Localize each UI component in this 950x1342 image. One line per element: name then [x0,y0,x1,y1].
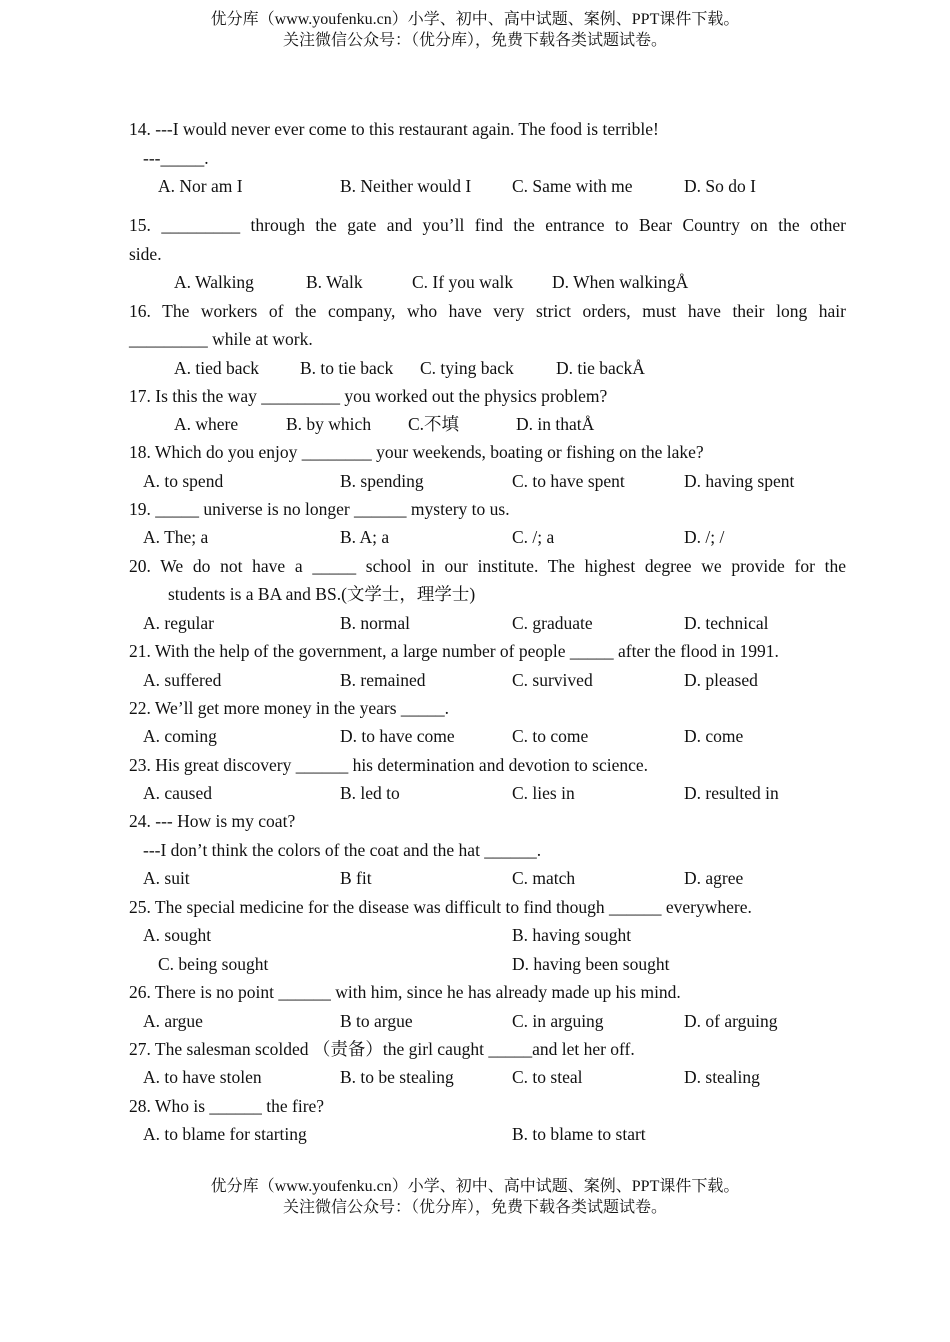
q25-option-c: C. being sought [158,954,269,974]
q22-option-c: C. to come [512,726,589,746]
q23-option-a: A. caused [143,783,213,803]
q26-stem: 26. There is no point ______ with him, since he has already made up his mind. [129,982,681,1002]
q16-option-d: D. tie backÅ [556,358,645,378]
q14-option-c: C. Same with me [512,176,633,196]
q24-option-c: C. match [512,868,576,888]
q27-option-a: A. to have stolen [143,1067,262,1087]
q22-stem: 22. We’ll get more money in the years _____. [129,698,449,718]
q28-option-a: A. to blame for starting [143,1124,307,1144]
q20-option-a: A. regular [143,613,214,633]
q15-option-a: A. Walking [174,272,254,292]
q16-stem: 16. The workers of the company, who have very strict orders, must have their long hair [129,301,846,321]
q17-stem: 17. Is this the way _________ you worked out the physics problem? [129,386,608,406]
q17-option-a: A. where [174,414,239,434]
q28-stem: 28. Who is ______ the fire? [129,1096,325,1116]
header-line-1: 优分库（www.youfenku.cn）小学、初中、高中试题、案例、PPT课件下载。 [210,11,740,28]
q26-option-a: A. argue [143,1011,203,1031]
q22-option-d: D. come [684,726,744,746]
q24-stem: 24. --- How is my coat? [129,811,296,831]
q24-response: ---I don’t think the colors of the coat and the hat ______. [143,840,542,860]
q22-option-a: A. coming [143,726,217,746]
q25-option-b: B. having sought [512,925,632,945]
q14-stem: 14. ---I would never ever come to this restaurant again. The food is terrible! [129,119,659,139]
q26-option-d: D. of arguing [684,1011,778,1031]
q15-option-b: B. Walk [306,272,363,292]
header-line-2: 关注微信公众号：（优分库），免费下载各类试题试卷。 [282,32,667,49]
q21-option-a: A. suffered [143,670,222,690]
q15-option-d: D. When walkingÅ [552,272,689,292]
q19-option-c: C. /; a [512,527,555,547]
page-header [0,9,950,51]
q25-option-a: A. sought [143,925,212,945]
q24-option-d: D. agree [684,868,744,888]
q15-stem: 15. _________ through the gate and you’ll find the entrance to Bear Country on the other [129,215,846,235]
q27-stem: 27. The salesman scolded （责备）the girl caught _____and let her off. [129,1039,635,1059]
q14-option-d: D. So do I [684,176,756,196]
q18-option-c: C. to have spent [512,471,625,491]
q20-stem: 20. We do not have a _____ school in our institute. The highest degree we provide for the [129,556,846,576]
q15-option-c: C. If you walk [412,272,514,292]
q27-option-b: B. to be stealing [340,1067,454,1087]
q19-stem: 19. _____ universe is no longer ______ mystery to us. [129,499,510,519]
q20-option-c: C. graduate [512,613,593,633]
q19-option-a: A. The; a [143,527,209,547]
q24-option-b: B fit [340,868,372,888]
q18-option-a: A. to spend [143,471,224,491]
q18-option-d: D. having spent [684,471,795,491]
q22-option-b: D. to have come [340,726,455,746]
q23-option-d: D. resulted in [684,783,779,803]
q28-option-b: B. to blame to start [512,1124,646,1144]
q19-option-b: B. A; a [340,527,390,547]
q17-option-c: C.不填 [408,414,460,434]
q25-stem: 25. The special medicine for the disease was difficult to find though ______ everywhere. [129,897,752,917]
q14-response: ---_____. [143,148,209,168]
q26-option-b: B to argue [340,1011,413,1031]
q18-option-b: B. spending [340,471,424,491]
q16-option-a: A. tied back [174,358,260,378]
q21-option-c: C. survived [512,670,593,690]
q21-option-d: D. pleased [684,670,758,690]
q23-option-b: B. led to [340,783,400,803]
q27-option-d: D. stealing [684,1067,760,1087]
q24-option-a: A. suit [143,868,190,888]
q15-stem-cont: side. [129,244,162,264]
q20-option-b: B. normal [340,613,410,633]
q16-option-b: B. to tie back [300,358,394,378]
q23-stem: 23. His great discovery ______ his determination and devotion to science. [129,755,649,775]
q19-option-d: D. /; / [684,527,725,547]
q20-stem-cont: students is a BA and BS.(文学士，理学士) [168,584,476,604]
q18-stem: 18. Which do you enjoy ________ your weekends, boating or fishing on the lake? [129,442,704,462]
q25-option-d: D. having been sought [512,954,670,974]
q20-option-d: D. technical [684,613,769,633]
page-footer [0,1176,950,1218]
q17-option-b: B. by which [286,414,372,434]
q14-option-a: A. Nor am I [158,176,243,196]
q16-option-c: C. tying back [420,358,514,378]
q21-option-b: B. remained [340,670,426,690]
q16-stem-cont: _________ while at work. [129,329,313,349]
footer-line-1: 优分库（www.youfenku.cn）小学、初中、高中试题、案例、PPT课件下载。 [210,1178,740,1195]
q21-stem: 21. With the help of the government, a large number of people _____ after the flood in 1991. [129,641,779,661]
q14-option-b: B. Neither would I [340,176,472,196]
q23-option-c: C. lies in [512,783,575,803]
q27-option-c: C. to steal [512,1067,583,1087]
footer-line-2: 关注微信公众号：（优分库），免费下载各类试题试卷。 [282,1199,667,1216]
q26-option-c: C. in arguing [512,1011,604,1031]
q17-option-d: D. in thatÅ [516,414,595,434]
